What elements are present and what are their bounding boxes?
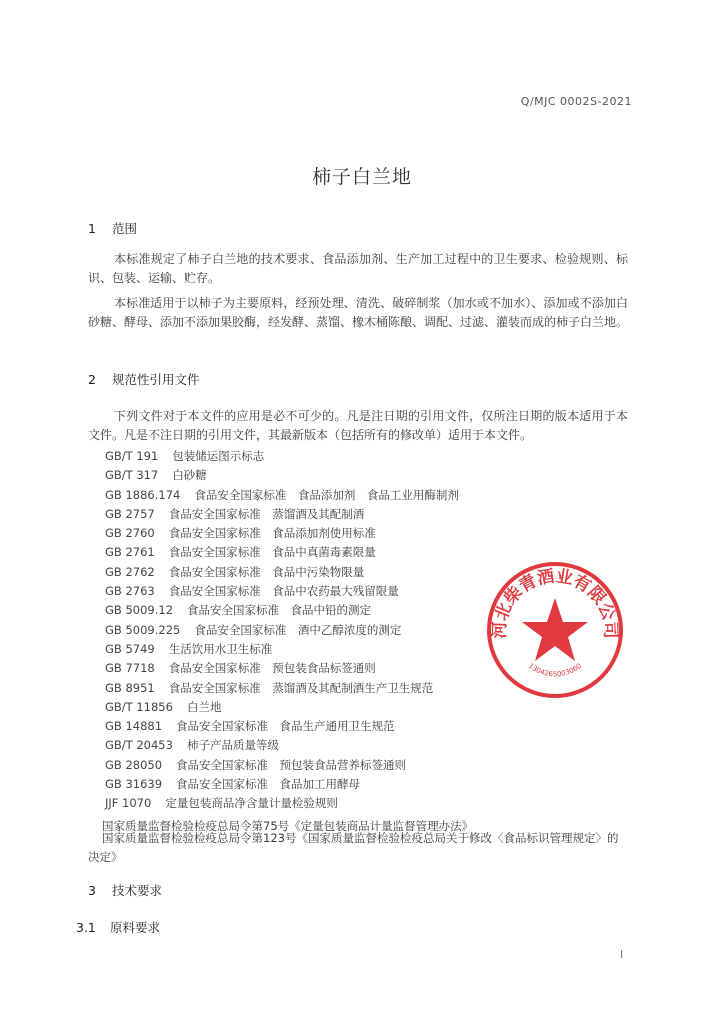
reference-name: 食品安全国家标准 食品中污染物限量 <box>168 564 365 579</box>
company-seal <box>485 560 625 700</box>
reference-name: 食品安全国家标准 食品中真菌毒素限量 <box>168 545 376 560</box>
reference-code: GB 5009.225 <box>105 622 181 637</box>
decree-123: 国家质量监督检验检疫总局令第123号《国家质量监督检验检疫总局关于修改〈食品标识管理规定〉的决定》 <box>88 831 619 864</box>
reference-code: GB 2760 <box>105 526 155 541</box>
section-title: 原料要求 <box>109 920 160 935</box>
section-3-1-heading <box>76 918 160 936</box>
section-number: 3 <box>88 883 96 898</box>
scope-paragraph-1: 本标准规定了柿子白兰地的技术要求、食品添加剂、生产加工过程中的卫生要求、检验规则、标识、包装、运输、贮存。 <box>88 252 628 285</box>
reference-code: GB 5009.12 <box>105 603 174 618</box>
section-title: 范围 <box>111 221 137 236</box>
reference-name: 包装储运图示标志 <box>172 449 265 463</box>
reference-item <box>105 775 625 794</box>
reference-item <box>105 736 625 755</box>
decree-75: 国家质量监督检验检疫总局令第75号《定量包装商品计量监督管理办法》 <box>102 819 474 833</box>
section-title: 技术要求 <box>111 883 162 898</box>
reference-code: GB 8951 <box>105 680 155 695</box>
reference-code: GB 2763 <box>105 584 155 599</box>
reference-item <box>105 756 625 775</box>
reference-name: 食品安全国家标准 食品加工用酵母 <box>176 777 361 792</box>
reference-name: 定量包装商品净含量计量检验规则 <box>165 796 338 811</box>
reference-name: 食品安全国家标准 食品添加剂使用标准 <box>168 526 376 541</box>
reference-item <box>105 505 625 524</box>
reference-code: GB 31639 <box>105 777 163 792</box>
star-icon <box>522 598 588 661</box>
reference-name: 食品安全国家标准 食品生产通用卫生规范 <box>176 719 395 734</box>
reference-code: GB/T 20453 <box>105 738 173 753</box>
reference-name: 白兰地 <box>186 699 222 714</box>
reference-code: JJF 1070 <box>105 796 152 811</box>
reference-code: GB 1886.174 <box>105 487 181 502</box>
reference-name: 生活饮用水卫生标准 <box>168 641 273 656</box>
reference-code: GB 14881 <box>105 719 163 734</box>
reference-code: GB 2757 <box>105 506 155 521</box>
section-number: 3.1 <box>76 920 96 935</box>
reference-code: GB/T 11856 <box>105 699 173 714</box>
section-1-heading <box>88 219 137 237</box>
reference-code: GB 28050 <box>105 757 163 772</box>
reference-name: 白砂糖 <box>172 468 207 483</box>
section-number: 1 <box>88 221 96 236</box>
reference-code: GB/T 191 <box>105 449 159 463</box>
seal-text: 河北柴青酒业有限公司 <box>489 566 621 639</box>
reference-code: GB/T 317 <box>105 468 159 483</box>
reference-name: 食品安全国家标准 蒸馏酒及其配制酒生产卫生规范 <box>168 680 434 695</box>
section-title: 规范性引用文件 <box>111 372 200 387</box>
references-intro: 下列文件对于本文件的应用是必不可少的。凡是注日期的引用文件，仅所注日期的版本适用于本文件。凡是不注日期的引用文件，其最新版本（包括所有的修改单）适用于本文件。 <box>88 409 628 442</box>
reference-code: GB 5749 <box>105 641 155 656</box>
reference-name: 食品安全国家标准 预包装食品标签通则 <box>168 661 376 676</box>
reference-name: 食品安全国家标准 食品添加剂 食品工业用酶制剂 <box>194 487 459 502</box>
reference-name: 食品安全国家标准 预包装食品营养标签通则 <box>176 757 407 772</box>
reference-name: 食品安全国家标准 食品中铅的测定 <box>187 603 372 618</box>
reference-name: 食品安全国家标准 蒸馏酒及其配制酒 <box>168 506 365 521</box>
section-2-heading <box>88 370 200 388</box>
page-number: I <box>620 948 624 961</box>
reference-code: GB 2761 <box>105 545 155 560</box>
reference-item <box>105 447 625 466</box>
reference-item <box>105 466 625 485</box>
document-title: 柿子白兰地 <box>311 166 412 188</box>
reference-code: GB 2762 <box>105 564 155 579</box>
reference-name: 食品安全国家标准 食品中农药最大残留限量 <box>168 584 399 599</box>
reference-name: 食品安全国家标准 酒中乙醇浓度的测定 <box>194 622 402 637</box>
section-number: 2 <box>88 372 96 387</box>
reference-item <box>105 698 625 717</box>
reference-item <box>105 486 625 505</box>
document-code: Q/MJC 0002S-2021 <box>520 95 632 108</box>
reference-item <box>105 524 625 543</box>
reference-code: GB 7718 <box>105 661 155 676</box>
reference-name: 柿子产品质量等级 <box>186 738 279 753</box>
seal-number: 1304265003060 <box>526 661 584 679</box>
scope-paragraph-2: 本标准适用于以柿子为主要原料，经预处理、清洗、破碎制浆（加水或不加水）、添加或不添加白砂糖、酵母、添加不添加果胶酶，经发酵、蒸馏、橡木桶陈酿、调配、过滤、灌装而成的柿子白兰地。 <box>88 296 629 329</box>
reference-item <box>105 717 625 736</box>
reference-item <box>105 794 625 813</box>
section-3-heading <box>88 881 162 899</box>
